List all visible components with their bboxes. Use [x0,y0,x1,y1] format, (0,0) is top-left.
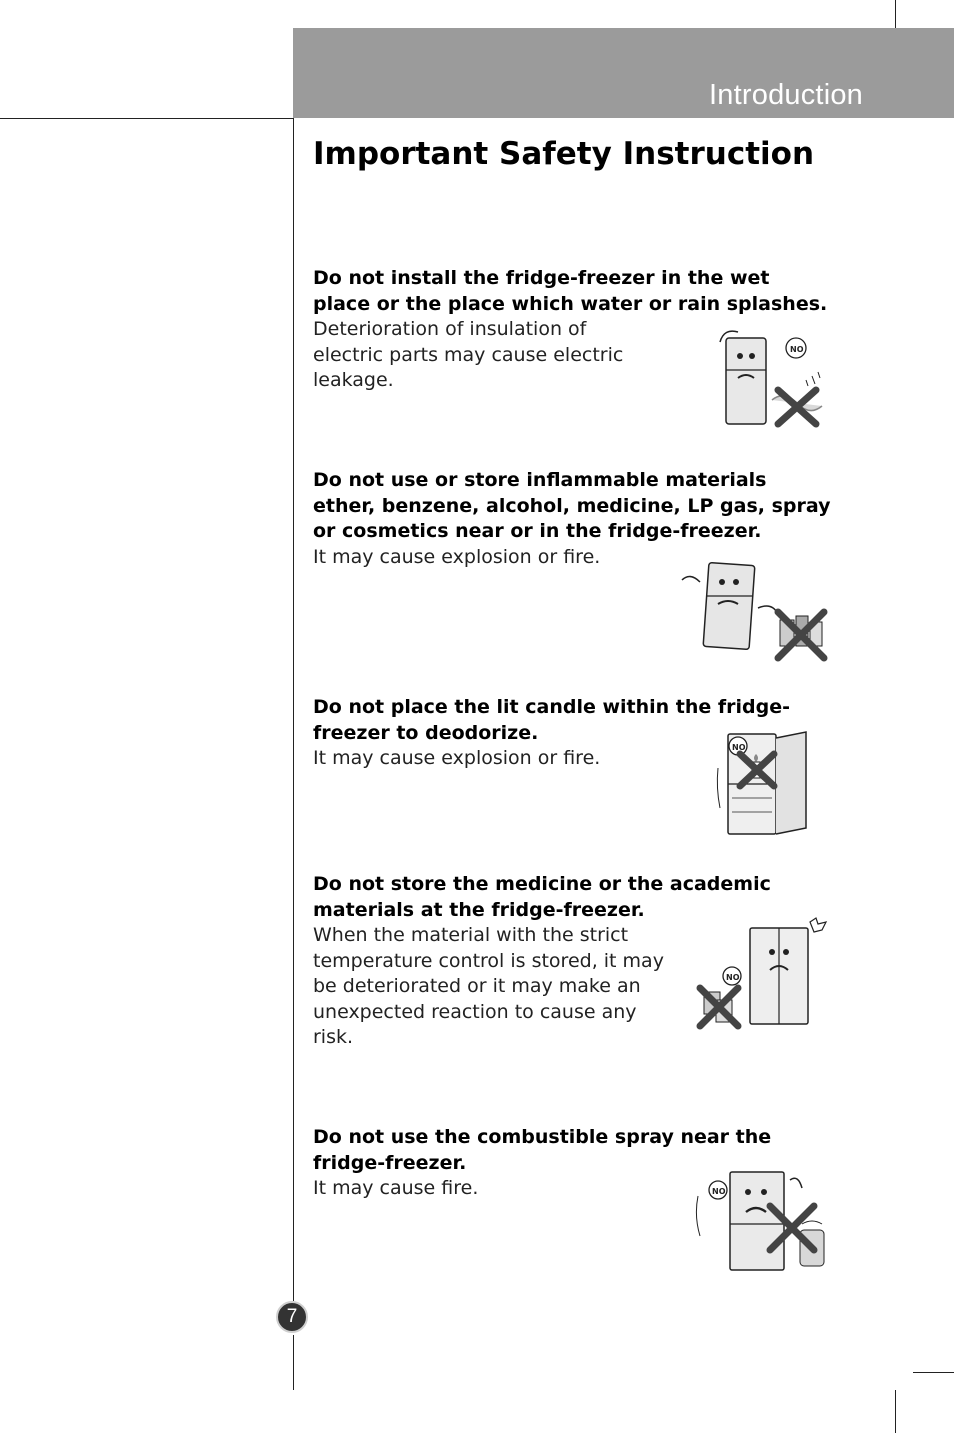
bottom-right-crop-mark [895,1390,896,1433]
safety-item-heading: Do not store the medicine or the academic materials at the fridge-freezer. [313,873,771,921]
fridge-inflammable-materials-warning-icon [672,558,832,663]
safety-item-heading: Do not use the combustible spray near the fridge-freezer. [313,1126,772,1174]
left-column-rule-lower [293,1335,294,1390]
top-right-crop-mark [895,0,896,28]
no-sign-label: NO [726,973,740,982]
no-sign-label: NO [732,743,746,752]
safety-item-body: It may cause explosion or fire. [313,747,601,769]
no-sign-label: NO [790,345,804,354]
no-sign-label: NO [712,1187,726,1196]
safety-item-heading: Do not install the fridge-freezer in the wet place or the place which water or rain splashes. [313,267,828,315]
fridge-wet-place-warning-icon [714,320,834,430]
safety-item-body: Deterioration of insulation of electric parts may cause electric leakage. [313,318,624,391]
safety-item-inflammable-materials [313,468,833,570]
fridge-combustible-spray-warning-icon [694,1166,832,1274]
page-number: 7 [276,1301,308,1333]
fridge-medicine-warning-icon [692,914,832,1032]
section-label: Introduction [709,79,863,111]
left-column-rule-upper [293,118,294,1301]
page-title: Important Safety Instruction [313,136,815,172]
safety-item-body: When the material with the strict temperature control is stored, it may be deteriorated or it may make an unexpected reaction to cause any risk. [313,924,664,1048]
safety-item-heading: Do not use or store inflammable materials ether, benzene, alcohol, medicine, LP gas, spray or cosmetics near or in the fridge-freezer. [313,469,831,542]
top-left-rule [0,118,293,119]
right-crop-mark-lower [913,1372,954,1373]
safety-item-heading: Do not place the lit candle within the fridge-freezer to deodorize. [313,696,791,744]
fridge-lit-candle-warning-icon [714,728,820,838]
safety-item-body: It may cause explosion or fire. [313,545,601,568]
safety-item-body: It may cause fire. [313,1177,479,1199]
